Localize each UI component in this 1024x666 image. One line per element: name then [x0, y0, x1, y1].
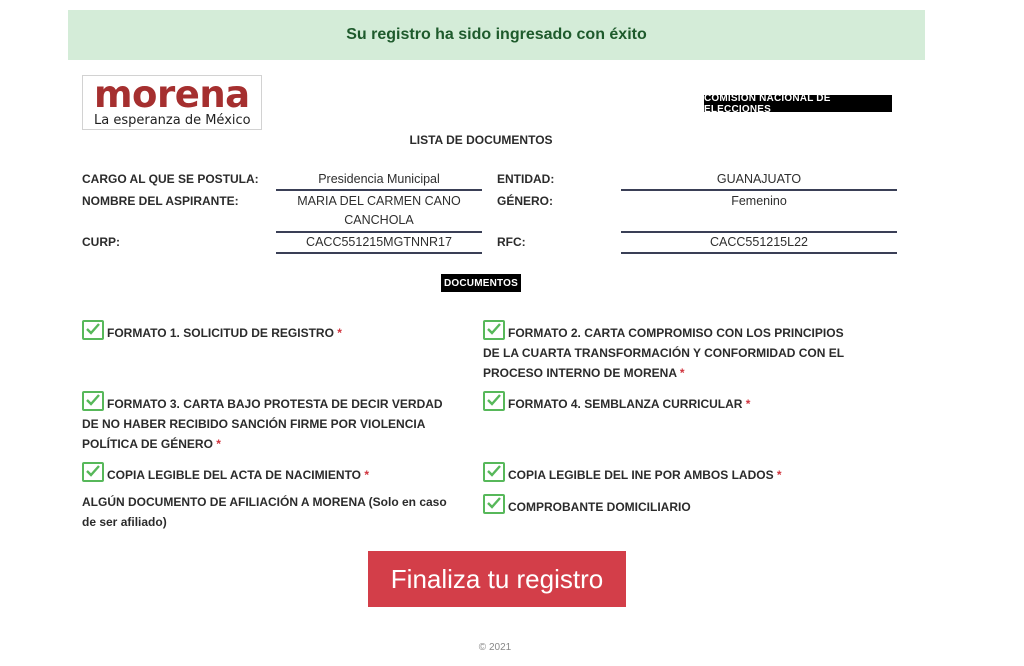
entidad-label: ENTIDAD:	[497, 172, 555, 186]
doc-ine	[483, 462, 863, 485]
doc-formato-4	[483, 391, 863, 414]
success-alert-message: Su registro ha sido ingresado con éxito	[346, 26, 647, 43]
entidad-underline	[621, 189, 897, 191]
doc-formato-3	[82, 391, 452, 454]
logo-word: morena	[94, 73, 250, 116]
required-mark: *	[745, 397, 751, 411]
checkbox-checked-icon[interactable]	[82, 462, 104, 482]
morena-logo	[82, 75, 262, 130]
checkbox-checked-icon[interactable]	[483, 494, 505, 514]
checkbox-checked-icon[interactable]	[82, 391, 104, 411]
required-mark: *	[776, 468, 782, 482]
doc-comprobante-label: COMPROBANTE DOMICILIARIO	[508, 500, 691, 514]
required-mark: *	[337, 326, 342, 340]
doc-afiliacion-label: ALGÚN DOCUMENTO DE AFILIACIÓN A MORENA (Solo en caso de ser afiliado)	[82, 495, 447, 529]
cargo-label: CARGO AL QUE SE POSTULA:	[82, 172, 259, 186]
cargo-value: Presidencia Municipal	[318, 172, 440, 186]
genero-value: Femenino	[731, 194, 787, 208]
doc-comprobante-domiciliario	[483, 494, 863, 517]
cargo-underline	[276, 189, 482, 191]
required-mark: *	[679, 366, 685, 380]
documents-badge: DOCUMENTOS	[441, 274, 521, 292]
logo-tagline: La esperanza de México	[94, 113, 251, 128]
genero-label: GÉNERO:	[497, 194, 554, 208]
curp-label: CURP:	[82, 235, 120, 249]
doc-formato-2	[483, 320, 863, 383]
required-mark: *	[216, 437, 221, 451]
doc-formato-1-label: FORMATO 1. SOLICITUD DE REGISTRO	[107, 326, 334, 340]
nombre-label: NOMBRE DEL ASPIRANTE:	[82, 194, 239, 208]
doc-formato-3-label: FORMATO 3. CARTA BAJO PROTESTA DE DECIR VERDAD DE NO HABER RECIBIDO SANCIÓN FIRME POR VIOLENCIA POLÍTICA DE GÉNERO	[82, 397, 443, 451]
doc-formato-4-label: FORMATO 4. SEMBLANZA CURRICULAR	[508, 397, 743, 411]
checkbox-checked-icon[interactable]	[483, 462, 505, 482]
list-title: LISTA DE DOCUMENTOS	[409, 133, 553, 147]
doc-ine-label: COPIA LEGIBLE DEL INE POR AMBOS LADOS	[508, 468, 774, 482]
checkbox-checked-icon[interactable]	[483, 391, 505, 411]
finalize-registration-button[interactable]: Finaliza tu registro	[368, 551, 626, 607]
doc-acta-nacimiento-label: COPIA LEGIBLE DEL ACTA DE NACIMIENTO	[107, 468, 362, 482]
doc-formato-1	[82, 320, 462, 343]
commission-badge: COMISIÓN NACIONAL DE ELECCIONES	[704, 95, 892, 112]
checkbox-checked-icon[interactable]	[483, 320, 505, 340]
curp-underline	[276, 252, 482, 254]
nombre-value: MARIA DEL CARMEN CANO CANCHOLA	[297, 194, 461, 227]
doc-acta-nacimiento	[82, 462, 462, 485]
entidad-value: GUANAJUATO	[716, 172, 802, 186]
success-alert	[68, 10, 925, 60]
checkbox-checked-icon[interactable]	[82, 320, 104, 340]
footer-copyright: © 2021	[478, 642, 512, 653]
required-mark: *	[364, 468, 370, 482]
rfc-value: CACC551215L22	[710, 235, 808, 249]
curp-value: CACC551215MGTNNR17	[306, 235, 452, 249]
doc-afiliacion	[82, 492, 457, 532]
doc-formato-2-label: FORMATO 2. CARTA COMPROMISO CON LOS PRINCIPIOS DE LA CUARTA TRANSFORMACIÓN Y CONFORMIDAD CON EL PROCESO INTERNO DE MORENA	[483, 326, 844, 380]
rfc-label: RFC:	[497, 235, 526, 249]
rfc-underline	[621, 252, 897, 254]
